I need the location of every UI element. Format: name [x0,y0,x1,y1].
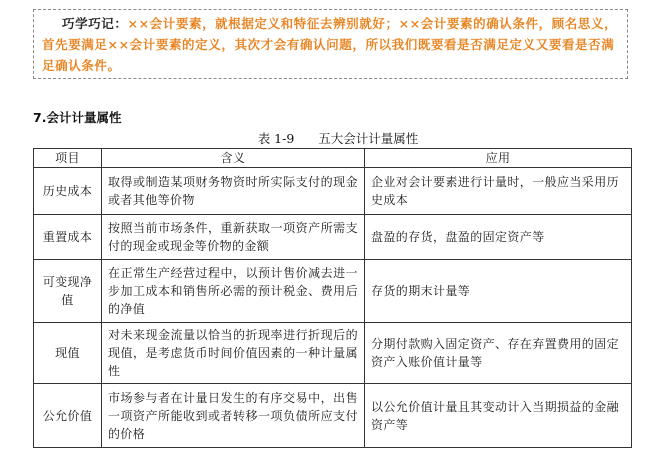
row-meaning: 在正常生产经营过程中，以预计售价减去进一步加工成本和销售所必需的预计税金、费用后的净值 [102,260,365,323]
row-usage: 分期付款购入固定资产、存在弃置费用的固定资产入账价值计量等 [365,323,632,384]
header-usage: 应用 [365,149,632,168]
row-meaning: 取得或制造某项财务物资时所实际支付的现金或者其他等价物 [102,168,365,215]
row-name: 重置成本 [34,215,102,260]
row-usage: 存货的期末计量等 [365,260,632,323]
row-usage: 盘盈的存货，盘盈的固定资产等 [365,215,632,260]
row-meaning: 按照当前市场条件，重新获取一项资产所需支付的现金或现金等价物的金额 [102,215,365,260]
tip-prefix: 巧学巧记： [62,16,128,31]
tip-body: ××会计要素，就根据定义和特征去辨别就好；××会计要素的确认条件，顾名思义，首先要满足××会计要素的定义，其次才会有确认问题，所以我们既要看是否满足定义又要看是否满足确认条件。 [42,16,618,73]
table-row [34,260,632,323]
row-name: 公允价值 [34,384,102,448]
header-meaning: 含义 [102,149,365,168]
row-name: 历史成本 [34,168,102,215]
table-caption-number: 表 1-9 [257,131,295,146]
header-item: 项目 [34,149,102,168]
row-usage: 以公允价值计量且其变动计入当期损益的金融资产等 [365,384,632,448]
measurement-attributes-table [33,148,632,448]
table-row [34,215,632,260]
row-meaning: 市场参与者在计量日发生的有序交易中，出售一项资产所能收到或者转移一项负债所应支付的价格 [102,384,365,448]
table-header-row [34,149,632,168]
tip-box [33,9,628,79]
row-usage: 企业对会计要素进行计量时，一般应当采用历史成本 [365,168,632,215]
table-row [34,323,632,384]
table-caption-title: 五大会计计量属性 [318,131,419,146]
row-meaning: 对未来现金流量以恰当的折现率进行折现后的现值，是考虑货币时间价值因素的一种计量属性 [102,323,365,384]
table-row [34,384,632,448]
section-title: 7.会计计量属性 [33,110,122,125]
table-row [34,168,632,215]
row-name: 现值 [34,323,102,384]
table-caption [0,129,666,147]
row-name: 可变现净值 [34,260,102,323]
